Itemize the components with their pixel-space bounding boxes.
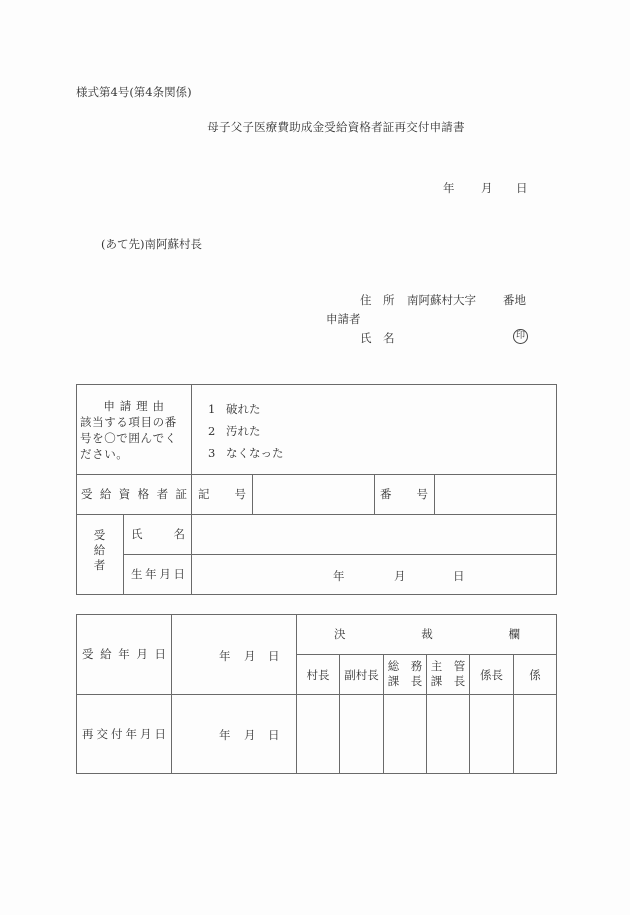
table2-bottom-border (76, 773, 557, 774)
birthdate-year-unit: 年 (333, 569, 345, 583)
receipt-year-unit: 年 (219, 649, 231, 663)
table1-bottom-border (76, 594, 557, 595)
stamp-box-deputy-village-head[interactable] (340, 695, 383, 773)
label-char: 裁 (421, 627, 433, 641)
reason-header-instruction: ださい。 (80, 447, 129, 461)
address-label-2: 所 (383, 293, 395, 307)
label-char: 日 (154, 726, 166, 741)
label-char: 氏 (131, 527, 143, 541)
receipt-date-label (82, 614, 166, 694)
recipient-name-label (131, 514, 185, 554)
label-char: 格 (137, 487, 150, 501)
label-char: 年 (145, 567, 157, 581)
label-char: 月 (159, 567, 171, 581)
label-char: 再 (82, 726, 94, 741)
label-char: 者 (156, 487, 169, 501)
label-char: 付 (111, 726, 123, 741)
birthdate-label (131, 554, 185, 594)
birthdate-field[interactable] (192, 555, 556, 594)
recipient-label (76, 528, 123, 573)
table1-line (123, 514, 124, 594)
approver-line: 総 務 (387, 659, 423, 673)
reissue-day-unit: 日 (268, 728, 280, 742)
form-number: 様式第4号(第4条関係) (76, 85, 192, 99)
label-char: 資 (118, 487, 131, 501)
label-char: 号 (416, 487, 428, 501)
certificate-label (81, 474, 187, 514)
reason-option-lost[interactable] (208, 445, 284, 461)
label-char: 給 (100, 647, 112, 661)
date-month: 月 (481, 181, 493, 195)
name-label-1: 氏 (360, 331, 372, 345)
label-char: 月 (136, 647, 148, 661)
reissue-date-field[interactable] (172, 695, 296, 773)
reason-number: 1 (208, 402, 216, 416)
reissue-month-unit: 月 (244, 728, 256, 742)
reissue-year-unit: 年 (219, 728, 231, 742)
label-char: 番 (380, 487, 392, 501)
receipt-date-field[interactable] (172, 615, 296, 694)
number-label (380, 474, 428, 514)
receipt-day-unit: 日 (268, 649, 280, 663)
label-char: 受 (93, 528, 106, 542)
reason-number: 2 (208, 424, 216, 438)
label-char: 者 (93, 558, 106, 572)
birthdate-day-unit: 日 (453, 569, 465, 583)
approver-line: 課 長 (387, 674, 423, 688)
label-char: 生 (131, 567, 143, 581)
reason-option-torn[interactable] (208, 401, 261, 417)
document-title: 母子父子医療費助成金受給資格者証再交付申請書 (207, 120, 465, 134)
label-char: 日 (154, 647, 166, 661)
label-char: 月 (140, 726, 152, 741)
stamp-box-general-affairs-chief[interactable] (384, 695, 426, 773)
reason-header-title: 申 請 理 由 (103, 399, 165, 413)
name-label-2: 名 (383, 331, 395, 345)
number-field[interactable] (435, 475, 556, 514)
label-char: 号 (234, 487, 246, 501)
label-char: 決 (334, 627, 346, 641)
reason-number: 3 (208, 446, 216, 460)
reason-text: 破れた (226, 402, 261, 416)
reason-text: 汚れた (226, 424, 261, 438)
label-char: 受 (82, 647, 94, 661)
address-value: 南阿蘇村大字 (407, 293, 476, 307)
reissue-date-label (82, 694, 166, 773)
approver-line: 主 管 (430, 659, 466, 673)
label-char: 記 (198, 487, 210, 501)
reason-header-instruction: 号を〇で囲んでく (80, 431, 177, 445)
table1-right-border (556, 384, 557, 595)
recipient-name-field[interactable] (192, 515, 556, 554)
addressee: (あて先)南阿蘇村長 (101, 237, 202, 251)
approver-line: 課 長 (430, 674, 466, 688)
table1-line (374, 474, 375, 514)
symbol-label (198, 474, 246, 514)
label-char: 年 (125, 726, 137, 741)
stamp-box-department-chief[interactable] (427, 695, 469, 773)
approver-deputy-village-head: 副村長 (344, 667, 379, 682)
label-char: 年 (118, 647, 130, 661)
reason-header (80, 398, 188, 462)
approver-staff: 係 (529, 667, 541, 682)
label-char: 受 (81, 487, 93, 501)
seal-icon: 印 (513, 329, 528, 344)
receipt-month-unit: 月 (244, 649, 256, 663)
reason-option-dirty[interactable] (208, 423, 261, 439)
label-char: 給 (93, 543, 106, 557)
label-char: 交 (96, 726, 108, 741)
table1-top-border (76, 384, 557, 385)
label-char: 名 (173, 527, 185, 541)
approval-header (334, 614, 520, 654)
approver-department-chief (427, 659, 469, 689)
table2-left-border (76, 614, 77, 774)
label-char: 給 (99, 487, 112, 501)
reason-text: なくなった (226, 446, 284, 460)
label-char: 日 (173, 567, 185, 581)
date-day: 日 (516, 181, 528, 195)
address-suffix: 番地 (503, 293, 526, 307)
stamp-box-staff[interactable] (514, 695, 556, 773)
label-char: 証 (175, 487, 187, 501)
label-char: 欄 (508, 627, 520, 641)
applicant-label: 申請者 (326, 312, 361, 326)
approver-section-chief: 係長 (480, 667, 503, 682)
symbol-field[interactable] (253, 475, 374, 514)
date-year: 年 (443, 181, 455, 195)
reason-header-instruction: 該当する項目の番 (80, 415, 177, 429)
address-label-1: 住 (360, 293, 372, 307)
birthdate-month-unit: 月 (394, 569, 406, 583)
stamp-box-village-head[interactable] (297, 695, 339, 773)
stamp-box-section-chief[interactable] (470, 695, 513, 773)
approver-general-affairs-chief (384, 659, 426, 689)
approver-village-head: 村長 (306, 667, 330, 682)
table2-right-border (556, 614, 557, 774)
